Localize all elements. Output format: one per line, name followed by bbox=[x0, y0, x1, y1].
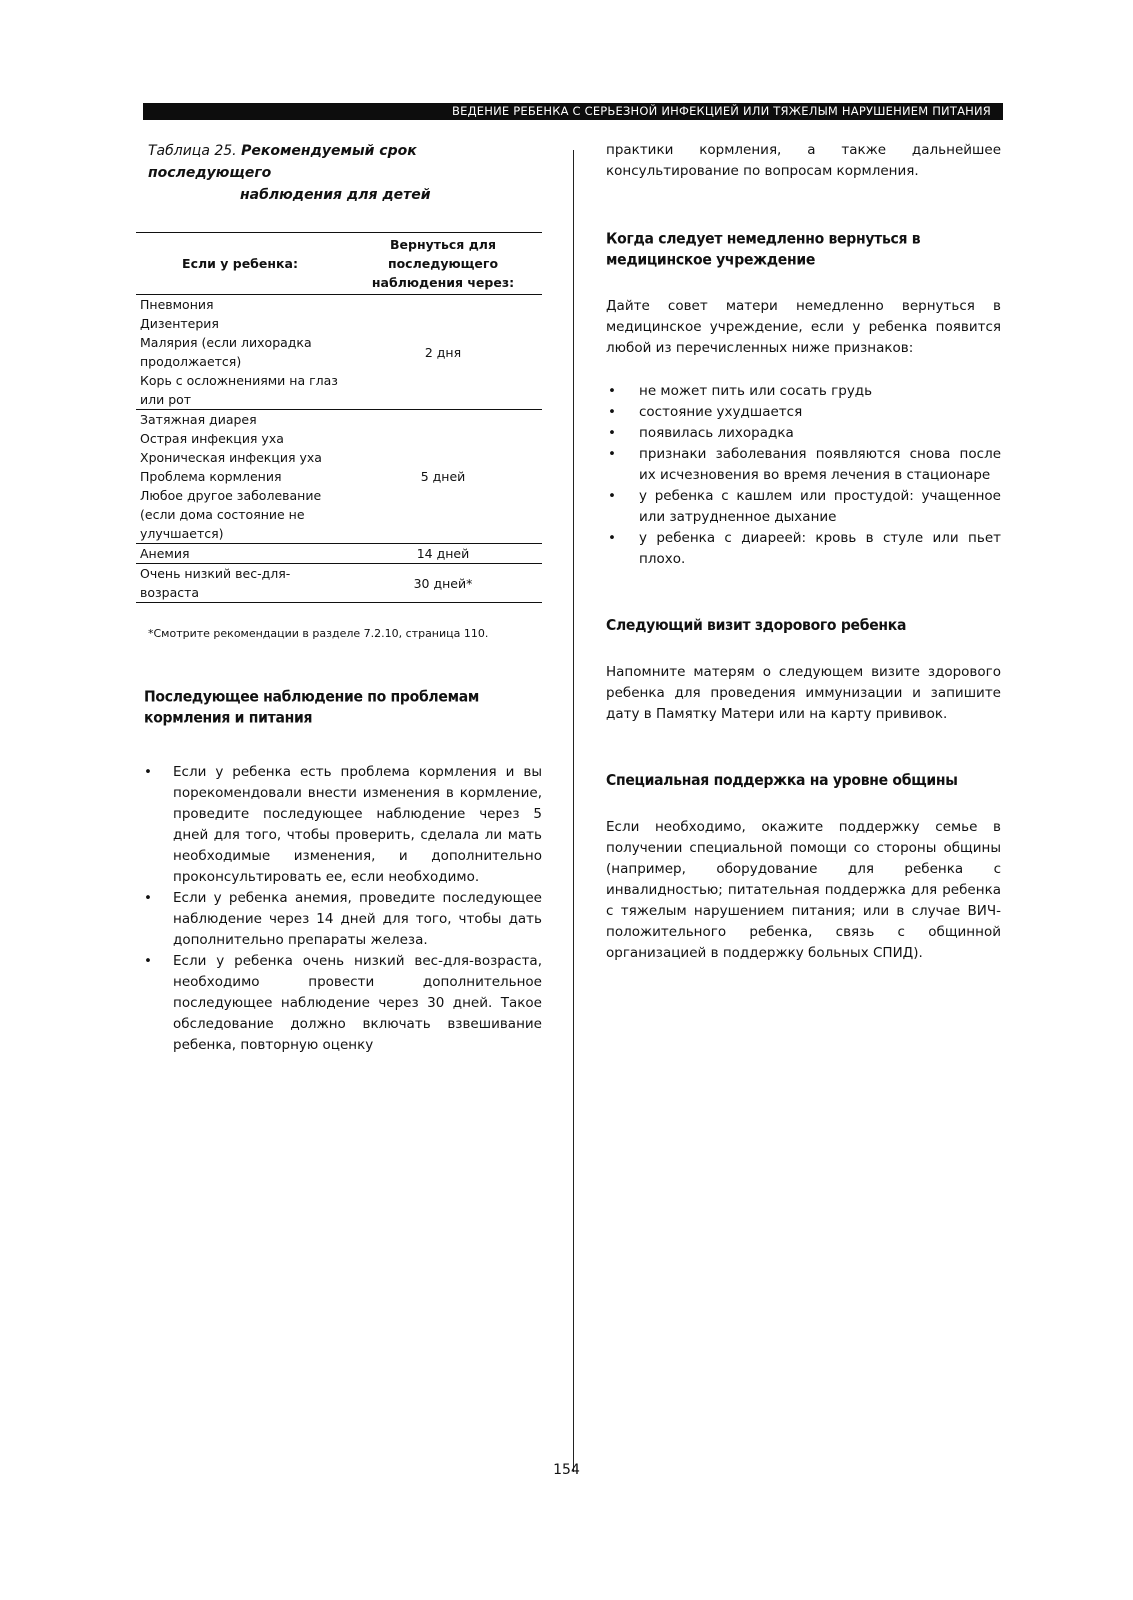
left-column bbox=[136, 140, 542, 1056]
caption-title-2: наблюдения для детей bbox=[240, 187, 431, 203]
table-row bbox=[136, 544, 542, 564]
condition-item: Проблема кормления bbox=[140, 469, 282, 484]
caption-title-1: Рекомендуемый срок последующего bbox=[148, 143, 417, 181]
column-divider bbox=[573, 150, 574, 1472]
list-item bbox=[606, 486, 1001, 528]
continuation-text: практики кормления, а также дальнейшее консультирование по вопросам кормления. bbox=[606, 142, 1001, 179]
condition-cell bbox=[136, 564, 344, 603]
table-row bbox=[136, 564, 542, 603]
condition-item: Корь с осложнениями на глаз или рот bbox=[140, 373, 338, 407]
bullet-icon: • bbox=[608, 488, 616, 504]
community-support-text: Если необходимо, окажите поддержку семье в получении специальной помощи со стороны общины (например, оборудование для ребенка с инвалидностью; питательная поддержка для ребенка с тяжелым нарушением питания; или в случае ВИЧ-положительного ребенка, связь с общинной организацией в поддержку больных СПИД). bbox=[606, 819, 1001, 961]
bullet-icon: • bbox=[608, 404, 616, 420]
list-item-text: состояние ухудшается bbox=[639, 404, 803, 420]
list-item bbox=[136, 951, 542, 1056]
condition-item: Затяжная диарея bbox=[140, 412, 257, 427]
condition-item: Хроническая инфекция уха bbox=[140, 450, 322, 465]
well-child-visit-heading: Следующий визит здорового ребенка bbox=[606, 617, 907, 635]
bullet-icon: • bbox=[608, 530, 616, 546]
feeding-followup-list bbox=[136, 762, 542, 1056]
right-column bbox=[606, 140, 1001, 964]
list-item bbox=[136, 888, 542, 951]
caption-prefix: Таблица 25. bbox=[148, 143, 237, 159]
return-signs-list bbox=[606, 381, 1001, 570]
list-item-text: Если у ребенка анемия, проведите последующее наблюдение через 14 дней для того, чтобы дать дополнительно препараты железа. bbox=[173, 890, 542, 948]
condition-item: Пневмония bbox=[140, 297, 214, 312]
bullet-icon: • bbox=[608, 425, 616, 441]
header-when: Вернуться для последующего наблюдения через: bbox=[371, 237, 515, 290]
table-header-row bbox=[136, 233, 542, 295]
list-item bbox=[606, 381, 1001, 402]
table-footnote: *Смотрите рекомендации в разделе 7.2.10, страница 110. bbox=[148, 627, 489, 640]
section-banner: ВЕДЕНИЕ РЕБЕНКА С СЕРЬЕЗНОЙ ИНФЕКЦИЕЙ ИЛИ ТЯЖЕЛЫМ НАРУШЕНИЕМ ПИТАНИЯ bbox=[143, 103, 1003, 120]
condition-item: Дизентерия bbox=[140, 316, 219, 331]
list-item-text: Если у ребенка есть проблема кормления и вы порекомендовали внести изменения в кормление, проведите последующее наблюдение через 5 дней для того, чтобы проверить, сделала ли мать необходимые изменения, и дополнительно проконсультировать ее, если необходимо. bbox=[173, 764, 542, 885]
condition-item: Острая инфекция уха bbox=[140, 431, 284, 446]
bullet-icon: • bbox=[608, 446, 616, 462]
table-body bbox=[136, 295, 542, 603]
table-row bbox=[136, 410, 542, 544]
return-intro: Дайте совет матери немедленно вернуться в медицинское учреждение, если у ребенка появится любой из перечисленных ниже признаков: bbox=[606, 298, 1001, 356]
list-item-text: признаки заболевания появляются снова после их исчезновения во время лечения в стационаре bbox=[639, 446, 1001, 483]
table-caption bbox=[148, 140, 542, 206]
followup-table bbox=[136, 232, 542, 603]
followup-interval: 2 дня bbox=[424, 344, 462, 360]
header-condition: Если у ребенка: bbox=[182, 256, 298, 271]
followup-interval: 5 дней bbox=[420, 469, 466, 484]
condition-item: Очень низкий вес-для-возраста bbox=[140, 566, 291, 600]
list-item bbox=[606, 423, 1001, 444]
list-item-text: Если у ребенка очень низкий вес-для-возраста, необходимо провести дополнительное последующее наблюдение через 30 дней. Такое обследование должно включать взвешивание ребенка, повторную оценку bbox=[173, 953, 542, 1053]
bullet-icon: • bbox=[144, 890, 152, 906]
list-item bbox=[606, 528, 1001, 570]
return-heading: Когда следует немедленно вернуться в медицинское учреждение bbox=[606, 231, 921, 269]
condition-item: Анемия bbox=[140, 546, 190, 561]
bullet-icon: • bbox=[608, 383, 616, 399]
well-child-visit-text: Напомните матерям о следующем визите здорового ребенка для проведения иммунизации и запишите дату в Памятку Матери или на карту прививок. bbox=[606, 664, 1001, 722]
page-number: 154 bbox=[553, 1462, 580, 1478]
bullet-icon: • bbox=[144, 764, 152, 780]
list-item bbox=[606, 402, 1001, 423]
list-item-text: не может пить или сосать грудь bbox=[639, 383, 873, 399]
list-item-text: появилась лихорадка bbox=[639, 425, 794, 441]
bullet-icon: • bbox=[144, 953, 152, 969]
followup-interval: 30 дней* bbox=[413, 575, 473, 591]
list-item-text: у ребенка с диареей: кровь в стуле или пьет плохо. bbox=[639, 530, 1001, 567]
condition-item: Любое другое заболевание (если дома состояние не улучшается) bbox=[140, 488, 322, 541]
table-row bbox=[136, 295, 542, 410]
followup-interval: 14 дней bbox=[416, 546, 470, 561]
condition-cell bbox=[136, 295, 344, 410]
community-support-heading: Специальная поддержка на уровне общины bbox=[606, 772, 958, 790]
list-item-text: у ребенка с кашлем или простудой: учащенное или затрудненное дыхание bbox=[639, 488, 1001, 525]
list-item bbox=[606, 444, 1001, 486]
condition-item: Малярия (если лихорадка продолжается) bbox=[140, 335, 312, 369]
feeding-followup-heading: Последующее наблюдение по проблемам кормления и питания bbox=[144, 689, 480, 727]
condition-cell bbox=[136, 410, 344, 544]
condition-cell bbox=[136, 544, 344, 564]
list-item bbox=[136, 762, 542, 888]
